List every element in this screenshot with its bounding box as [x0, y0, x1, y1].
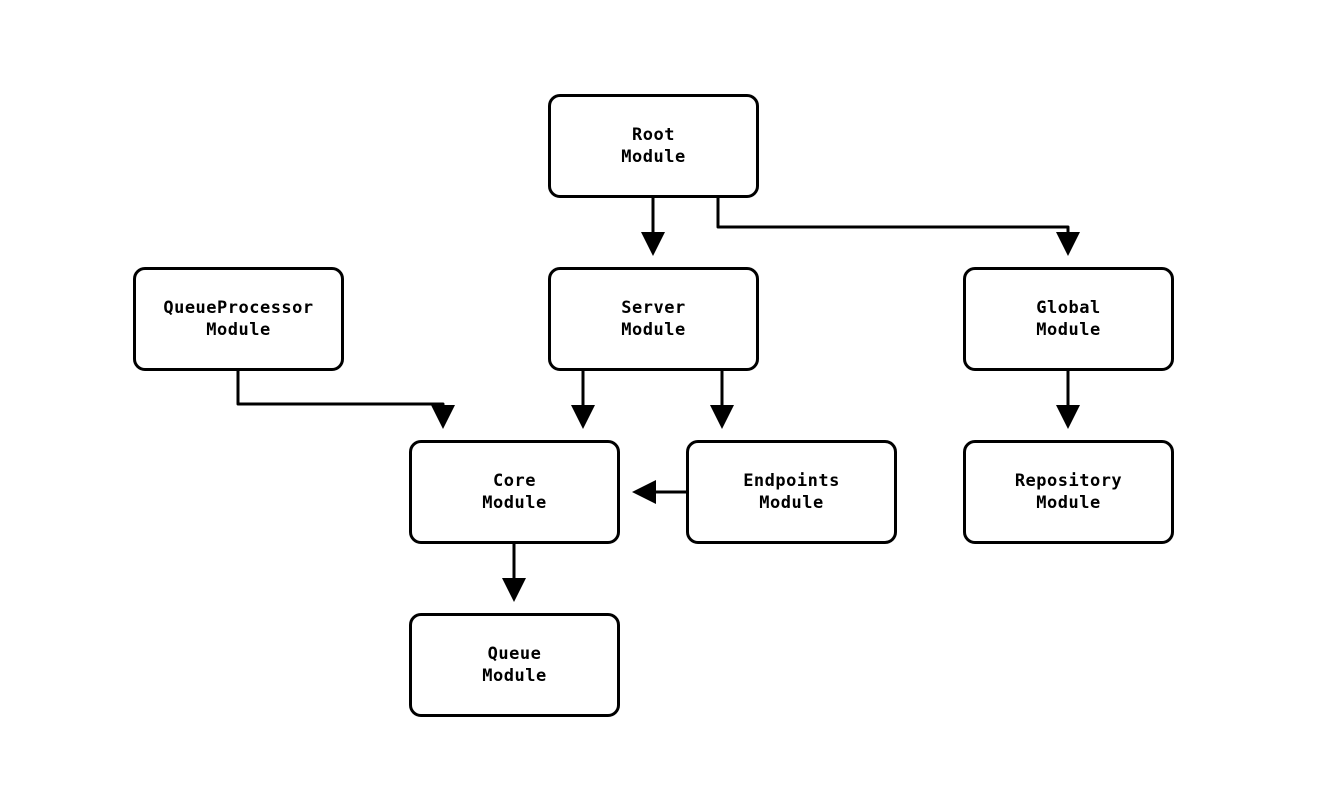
- edge-root-to-global: [718, 198, 1068, 250]
- node-server-module-line2: Module: [621, 320, 686, 340]
- node-root-module-line2: Module: [621, 147, 686, 167]
- node-core-module-line1: Core: [493, 471, 536, 491]
- node-queueprocessor-module-line1: QueueProcessor: [163, 298, 314, 318]
- node-repository-module-line2: Module: [1036, 493, 1101, 513]
- node-repository-module[interactable]: [963, 440, 1174, 544]
- node-root-module-line1: Root: [632, 125, 675, 145]
- node-endpoints-module-line2: Module: [759, 493, 824, 513]
- node-global-module[interactable]: [963, 267, 1174, 371]
- node-queue-module[interactable]: [409, 613, 620, 717]
- node-core-module-line2: Module: [482, 493, 547, 513]
- node-endpoints-module-line1: Endpoints: [743, 471, 840, 491]
- node-core-module[interactable]: [409, 440, 620, 544]
- node-server-module[interactable]: [548, 267, 759, 371]
- node-repository-module-line1: Repository: [1014, 471, 1123, 491]
- edge-queueprocessor-to-core: [238, 371, 443, 423]
- node-queue-module-line1: Queue: [487, 644, 542, 664]
- node-endpoints-module[interactable]: [686, 440, 897, 544]
- node-queue-module-line2: Module: [482, 666, 547, 686]
- node-global-module-line2: Module: [1036, 320, 1101, 340]
- node-queueprocessor-module-line2: Module: [206, 320, 271, 340]
- node-global-module-line1: Global: [1036, 298, 1101, 318]
- node-queueprocessor-module[interactable]: [133, 267, 344, 371]
- node-server-module-line1: Server: [621, 298, 686, 318]
- node-root-module[interactable]: [548, 94, 759, 198]
